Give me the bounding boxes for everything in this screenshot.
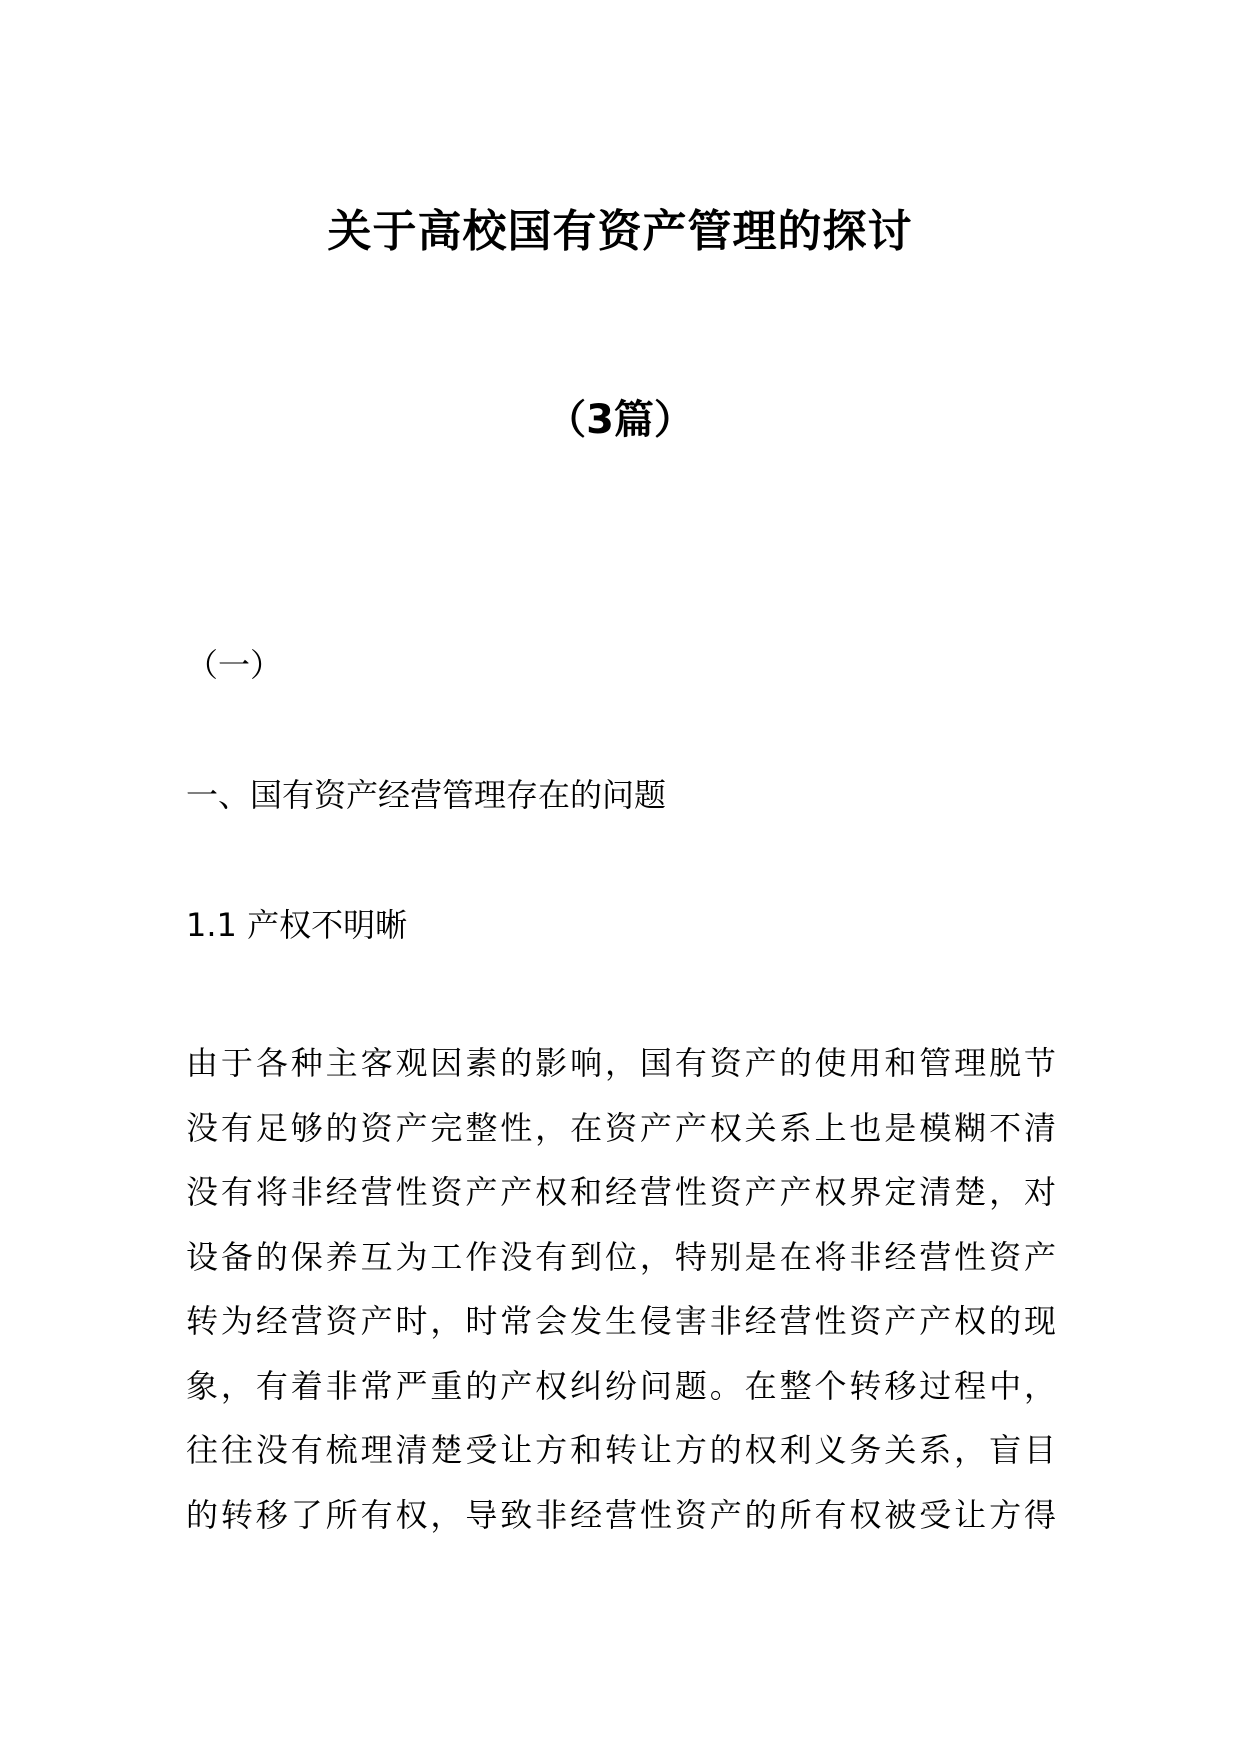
- paragraph-line: 没有足够的资产完整性，在资产产权关系上也是模糊不清: [186, 1108, 1056, 1147]
- section-number: （一）: [186, 646, 283, 684]
- document-subtitle: （3篇）: [546, 397, 694, 443]
- paragraph-line: 由于各种主客观因素的影响，国有资产的使用和管理脱节: [186, 1044, 1056, 1082]
- paragraph-line: 象，有着非常严重的产权纠纷问题。在整个转移过程中，: [186, 1366, 1056, 1405]
- subsection-heading: 1.1 产权不明晰: [186, 906, 408, 944]
- paragraph-line: 设备的保养互为工作没有到位，特别是在将非经营性资产: [186, 1237, 1056, 1276]
- paragraph-line: 的转移了所有权，导致非经营性资产的所有权被受让方得: [186, 1495, 1056, 1534]
- body-paragraph: [186, 1031, 1056, 1547]
- paragraph-line: 往往没有梳理清楚受让方和转让方的权利义务关系，盲目: [186, 1431, 1056, 1469]
- section-heading: 一、国有资产经营管理存在的问题: [186, 776, 667, 814]
- paragraph-line: 没有将非经营性资产产权和经营性资产产权界定清楚，对: [186, 1173, 1056, 1211]
- paragraph-line: 转为经营资产时，时常会发生侵害非经营性资产产权的现: [186, 1302, 1056, 1340]
- document-title: 关于高校国有资产管理的探讨: [327, 206, 913, 257]
